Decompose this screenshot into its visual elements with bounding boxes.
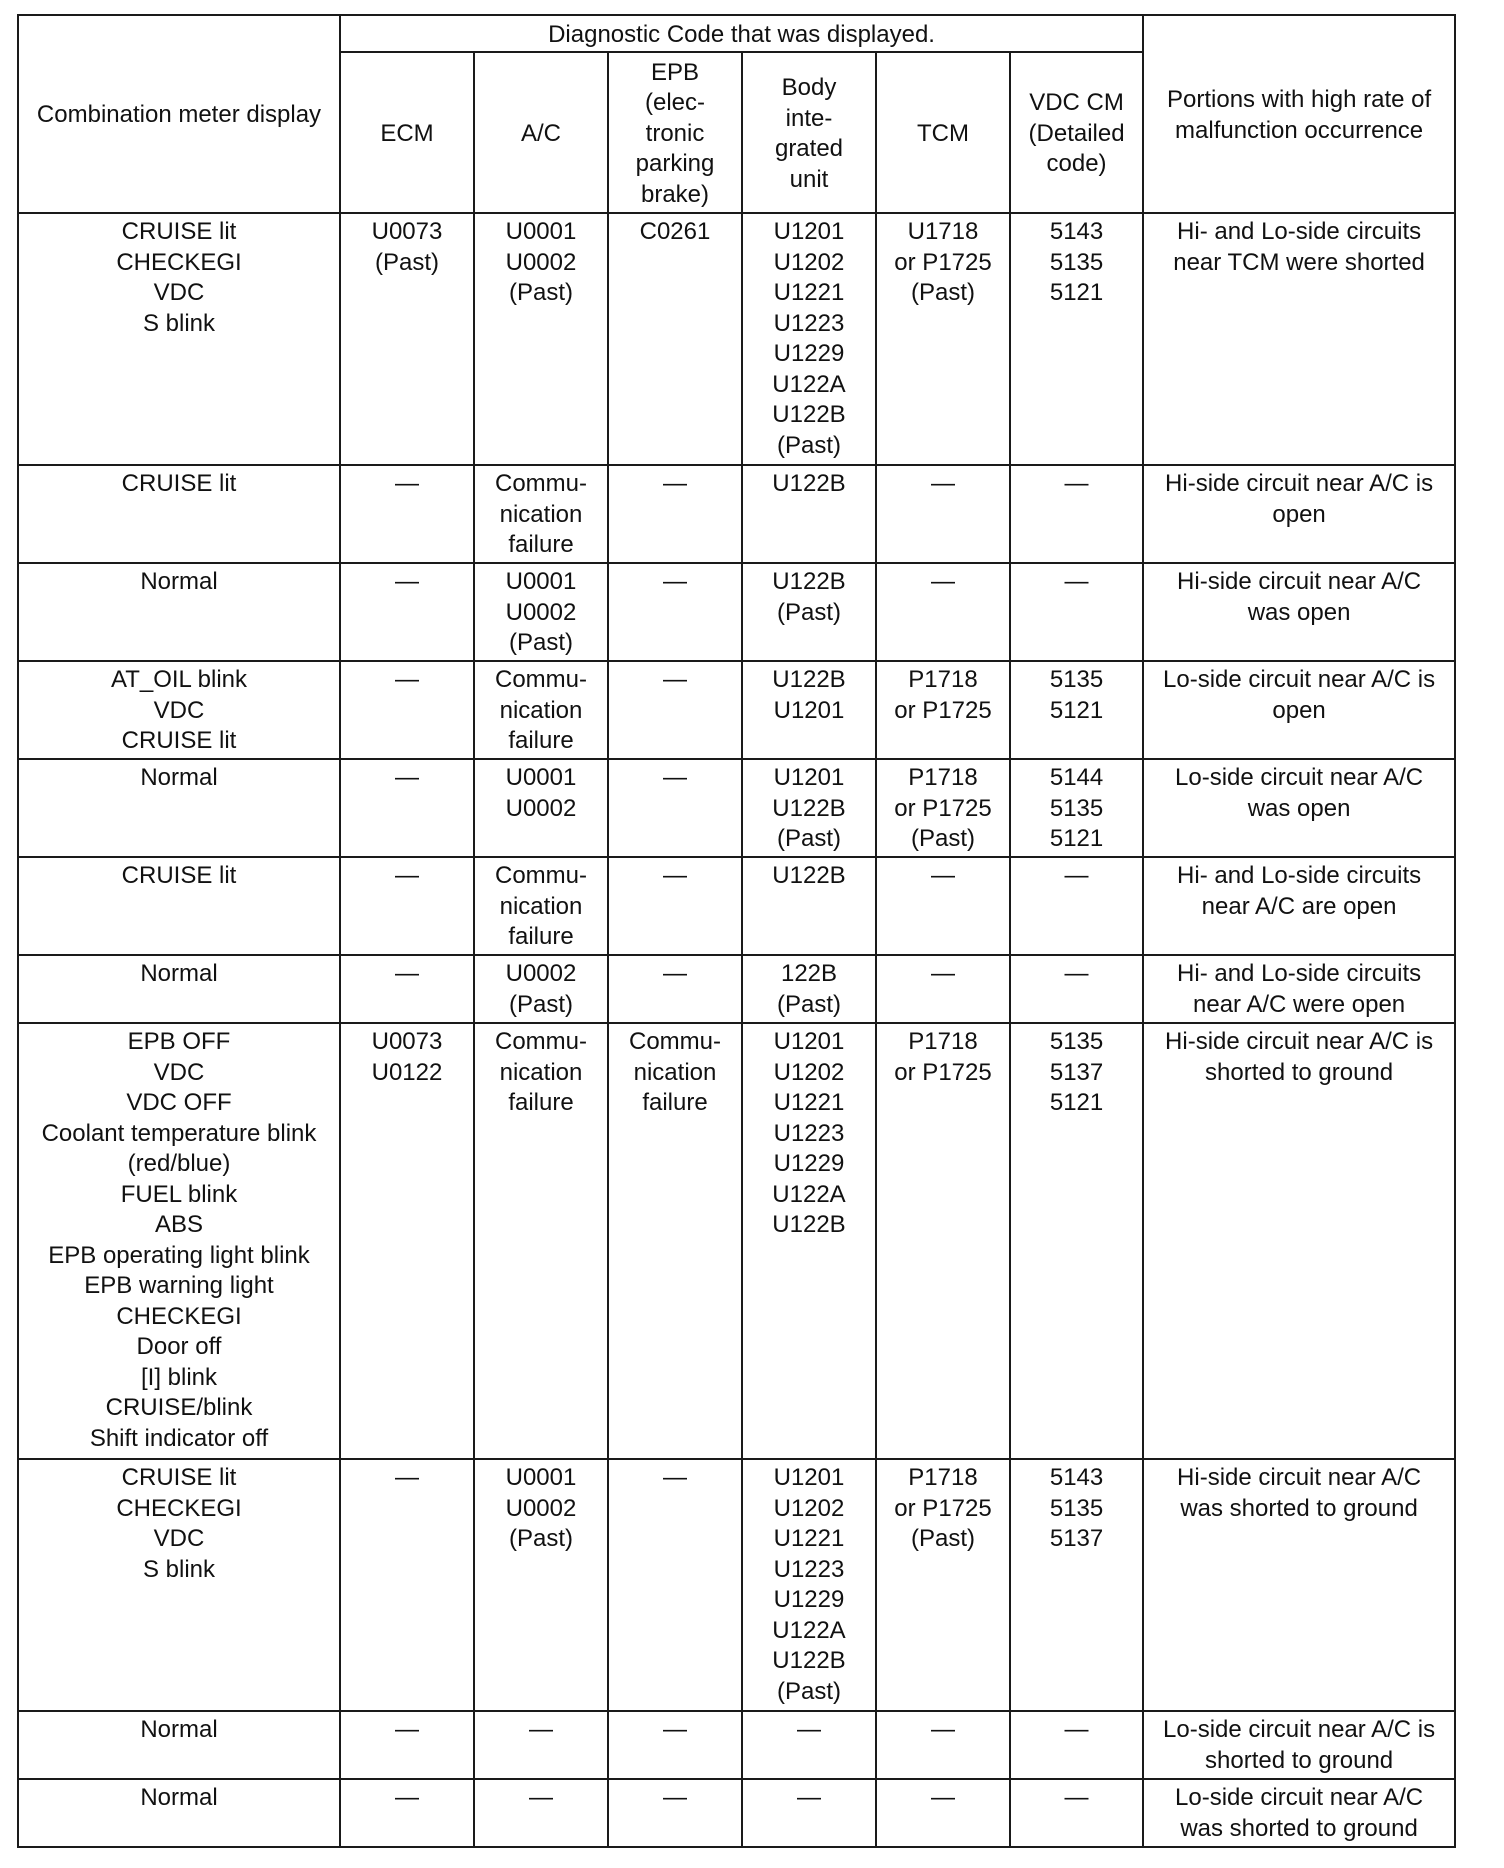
header-combination-meter: Combination meter display: [18, 15, 340, 213]
cell-epb: —: [608, 857, 742, 955]
cell-body-unit: U122B U1201: [742, 661, 876, 759]
cell-epb: —: [608, 955, 742, 1023]
cell-ecm: —: [340, 1779, 474, 1847]
table-row: [18, 465, 1455, 563]
cell-portion: Hi-side circuit near A/C is shorted to ground: [1143, 1023, 1455, 1459]
cell-ac: —: [474, 1711, 608, 1779]
table-row: [18, 1779, 1455, 1847]
cell-epb: —: [608, 1779, 742, 1847]
cell-ecm: —: [340, 759, 474, 857]
cell-ecm: —: [340, 465, 474, 563]
table-row: [18, 1023, 1455, 1459]
cell-ecm: —: [340, 955, 474, 1023]
cell-vdc: 5143 5135 5137: [1010, 1459, 1143, 1711]
cell-ac: U0001 U0002 (Past): [474, 563, 608, 661]
cell-epb: —: [608, 1459, 742, 1711]
cell-vdc: 5143 5135 5121: [1010, 213, 1143, 465]
cell-meter-display: EPB OFF VDC VDC OFF Coolant temperature blink (red/blue) FUEL blink ABS EPB operating light blink EPB warning light CHECKEGI Door off [I] blink CRUISE/blink Shift indicator off: [18, 1023, 340, 1459]
cell-ecm: —: [340, 661, 474, 759]
cell-epb: —: [608, 661, 742, 759]
cell-ac: —: [474, 1779, 608, 1847]
cell-ac: Commu- nication failure: [474, 465, 608, 563]
cell-tcm: P1718 or P1725 (Past): [876, 1459, 1010, 1711]
header-vdc: VDC CM (Detailed code): [1010, 52, 1143, 213]
cell-vdc: —: [1010, 955, 1143, 1023]
cell-vdc: —: [1010, 1779, 1143, 1847]
table-row: [18, 661, 1455, 759]
cell-portion: Hi-side circuit near A/C was open: [1143, 563, 1455, 661]
cell-meter-display: Normal: [18, 1711, 340, 1779]
cell-meter-display: Normal: [18, 955, 340, 1023]
cell-meter-display: CRUISE lit: [18, 857, 340, 955]
cell-tcm: —: [876, 465, 1010, 563]
cell-tcm: —: [876, 1711, 1010, 1779]
table-row: [18, 955, 1455, 1023]
cell-ac: U0001 U0002: [474, 759, 608, 857]
table-header: [18, 15, 1455, 213]
cell-body-unit: U1201 U1202 U1221 U1223 U1229 U122A U122B (Past): [742, 1459, 876, 1711]
header-tcm: TCM: [876, 52, 1010, 213]
cell-body-unit: 122B (Past): [742, 955, 876, 1023]
header-diagnostic-code: Diagnostic Code that was displayed.: [340, 15, 1143, 52]
cell-portion: Lo-side circuit near A/C is open: [1143, 661, 1455, 759]
cell-portion: Hi- and Lo-side circuits near A/C are open: [1143, 857, 1455, 955]
cell-tcm: —: [876, 857, 1010, 955]
cell-vdc: —: [1010, 1711, 1143, 1779]
cell-portion: Hi-side circuit near A/C is open: [1143, 465, 1455, 563]
cell-ac: Commu- nication failure: [474, 1023, 608, 1459]
cell-epb: —: [608, 759, 742, 857]
cell-tcm: —: [876, 955, 1010, 1023]
cell-vdc: —: [1010, 465, 1143, 563]
table-row: [18, 1711, 1455, 1779]
cell-body-unit: U122B: [742, 465, 876, 563]
header-ecm: ECM: [340, 52, 474, 213]
cell-meter-display: Normal: [18, 1779, 340, 1847]
cell-portion: Lo-side circuit near A/C was shorted to ground: [1143, 1779, 1455, 1847]
header-ac: A/C: [474, 52, 608, 213]
cell-epb: —: [608, 1711, 742, 1779]
cell-ecm: U0073 U0122: [340, 1023, 474, 1459]
cell-meter-display: CRUISE lit CHECKEGI VDC S blink: [18, 1459, 340, 1711]
header-epb: EPB (elec- tronic parking brake): [608, 52, 742, 213]
cell-portion: Hi-side circuit near A/C was shorted to ground: [1143, 1459, 1455, 1711]
table-row: [18, 563, 1455, 661]
cell-ac: U0001 U0002 (Past): [474, 213, 608, 465]
cell-vdc: 5144 5135 5121: [1010, 759, 1143, 857]
cell-meter-display: CRUISE lit: [18, 465, 340, 563]
table-row: [18, 1459, 1455, 1711]
cell-tcm: U1718 or P1725 (Past): [876, 213, 1010, 465]
cell-body-unit: U1201 U1202 U1221 U1223 U1229 U122A U122B (Past): [742, 213, 876, 465]
cell-ecm: —: [340, 1459, 474, 1711]
table-row: [18, 759, 1455, 857]
cell-tcm: P1718 or P1725: [876, 1023, 1010, 1459]
cell-vdc: —: [1010, 857, 1143, 955]
cell-ecm: —: [340, 1711, 474, 1779]
cell-body-unit: —: [742, 1779, 876, 1847]
cell-tcm: P1718 or P1725: [876, 661, 1010, 759]
cell-tcm: —: [876, 563, 1010, 661]
cell-body-unit: U122B (Past): [742, 563, 876, 661]
cell-body-unit: U1201 U1202 U1221 U1223 U1229 U122A U122B: [742, 1023, 876, 1459]
table-body: [18, 213, 1455, 1847]
cell-portion: Lo-side circuit near A/C is shorted to ground: [1143, 1711, 1455, 1779]
cell-portion: Hi- and Lo-side circuits near A/C were open: [1143, 955, 1455, 1023]
header-portions: Portions with high rate of malfunction occurrence: [1143, 15, 1455, 213]
header-row-group: [18, 15, 1455, 52]
cell-meter-display: CRUISE lit CHECKEGI VDC S blink: [18, 213, 340, 465]
cell-ac: U0001 U0002 (Past): [474, 1459, 608, 1711]
cell-tcm: —: [876, 1779, 1010, 1847]
cell-body-unit: U122B: [742, 857, 876, 955]
diagnostic-code-table: [17, 14, 1456, 1848]
cell-vdc: 5135 5137 5121: [1010, 1023, 1143, 1459]
cell-portion: Hi- and Lo-side circuits near TCM were shorted: [1143, 213, 1455, 465]
cell-body-unit: —: [742, 1711, 876, 1779]
cell-meter-display: Normal: [18, 563, 340, 661]
cell-ac: Commu- nication failure: [474, 661, 608, 759]
cell-vdc: —: [1010, 563, 1143, 661]
cell-ecm: —: [340, 857, 474, 955]
table-row: [18, 213, 1455, 465]
cell-meter-display: AT_OIL blink VDC CRUISE lit: [18, 661, 340, 759]
cell-ac: Commu- nication failure: [474, 857, 608, 955]
cell-body-unit: U1201 U122B (Past): [742, 759, 876, 857]
cell-vdc: 5135 5121: [1010, 661, 1143, 759]
cell-ecm: U0073 (Past): [340, 213, 474, 465]
cell-meter-display: Normal: [18, 759, 340, 857]
cell-tcm: P1718 or P1725 (Past): [876, 759, 1010, 857]
cell-epb: C0261: [608, 213, 742, 465]
header-body: Body inte- grated unit: [742, 52, 876, 213]
cell-epb: Commu- nication failure: [608, 1023, 742, 1459]
cell-portion: Lo-side circuit near A/C was open: [1143, 759, 1455, 857]
cell-ecm: —: [340, 563, 474, 661]
cell-epb: —: [608, 563, 742, 661]
table-row: [18, 857, 1455, 955]
cell-ac: U0002 (Past): [474, 955, 608, 1023]
cell-epb: —: [608, 465, 742, 563]
